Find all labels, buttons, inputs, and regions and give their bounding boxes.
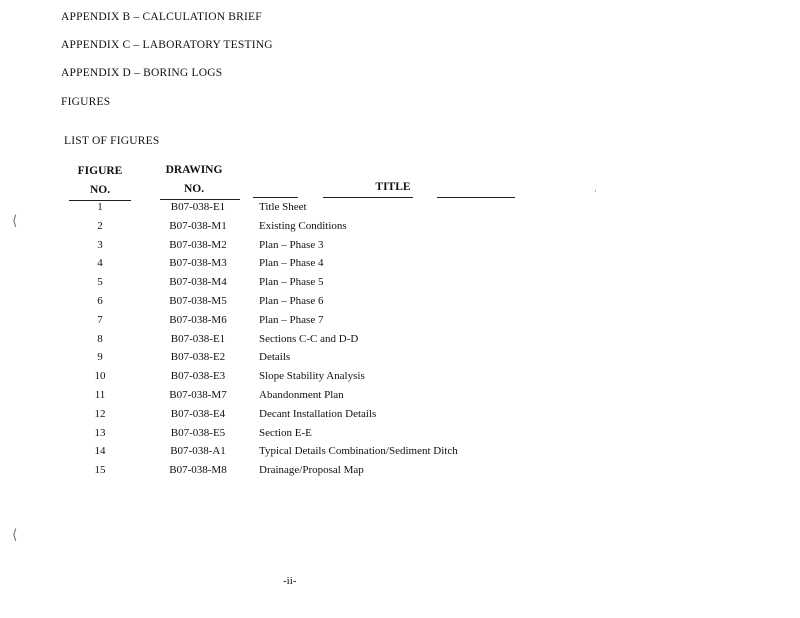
figure-number: 2: [97, 219, 103, 232]
figure-title: Slope Stability Analysis: [259, 370, 365, 383]
table-row: [0, 427, 800, 446]
figure-number: 13: [94, 426, 106, 439]
figure-number: 9: [97, 351, 103, 364]
figure-title: Typical Details Combination/Sediment Ditch: [259, 445, 458, 458]
table-row: [0, 445, 800, 464]
figure-number: 10: [94, 370, 106, 383]
figure-title: Title Sheet: [259, 201, 307, 213]
figure-title: Plan – Phase 7: [259, 313, 324, 326]
figures-table: [0, 201, 800, 483]
table-row: [0, 333, 800, 352]
drawing-number: B07-038-E2: [170, 351, 226, 364]
page-number: -ii-: [283, 575, 297, 587]
header-underline-title-right: [437, 197, 515, 198]
figure-title: Plan – Phase 4: [259, 257, 324, 270]
header-drawing-no-label: NO.: [183, 183, 205, 195]
figure-number: 1: [97, 201, 103, 213]
drawing-number: B07-038-M7: [169, 388, 227, 401]
figure-title: Sections C-C and D-D: [259, 332, 359, 345]
figure-number: 15: [94, 464, 106, 477]
figure-title: Decant Installation Details: [259, 407, 377, 420]
figure-title: Section E-E: [259, 426, 312, 439]
header-figure-label: FIGURE: [77, 165, 123, 177]
header-drawing-label: DRAWING: [165, 164, 223, 176]
figure-title: Plan – Phase 6: [259, 294, 324, 307]
table-row: [0, 408, 800, 427]
figure-title: Plan – Phase 3: [259, 238, 324, 251]
table-row: [0, 295, 800, 314]
drawing-number: B07-038-E1: [170, 201, 226, 213]
appendix-c-entry: APPENDIX C – LABORATORY TESTING: [61, 39, 273, 51]
list-of-figures-title: LIST OF FIGURES: [64, 135, 160, 147]
drawing-number: B07-038-E5: [170, 426, 226, 439]
appendix-d-entry: APPENDIX D – BORING LOGS: [61, 67, 223, 79]
figure-title: Abandonment Plan: [259, 388, 344, 401]
figure-number: 3: [97, 238, 103, 251]
appendix-b-entry: APPENDIX B – CALCULATION BRIEF: [61, 11, 262, 23]
figure-number: 4: [97, 257, 103, 270]
figure-title: Details: [259, 351, 291, 364]
table-row: [0, 389, 800, 408]
figure-number: 14: [94, 445, 106, 458]
scan-speck: ·: [594, 186, 597, 196]
table-row: [0, 220, 800, 239]
table-row: [0, 464, 800, 483]
figure-title: Drainage/Proposal Map: [259, 464, 364, 477]
figure-number: 7: [97, 313, 103, 326]
drawing-number: B07-038-E4: [170, 407, 226, 420]
drawing-number: B07-038-E1: [170, 332, 226, 345]
drawing-number: B07-038-M5: [169, 294, 227, 307]
table-row: [0, 351, 800, 370]
table-row: [0, 257, 800, 276]
drawing-number: B07-038-M4: [169, 276, 227, 289]
drawing-number: B07-038-E3: [170, 370, 226, 383]
drawing-number: B07-038-M8: [169, 464, 227, 477]
table-row: [0, 276, 800, 295]
table-row: [0, 370, 800, 389]
table-row: [0, 201, 800, 220]
header-underline-title-center: [323, 197, 413, 198]
drawing-number: B07-038-M1: [169, 219, 227, 232]
figure-number: 12: [94, 407, 106, 420]
drawing-number: B07-038-M6: [169, 313, 227, 326]
header-underline-title-left: [253, 197, 298, 198]
binding-hole-mark: ⟨: [12, 214, 18, 229]
table-row: [0, 314, 800, 333]
drawing-number: B07-038-A1: [170, 445, 226, 458]
binding-hole-mark: ⟨: [12, 528, 18, 543]
figure-number: 6: [97, 294, 103, 307]
header-title-label: TITLE: [375, 181, 411, 193]
drawing-number: B07-038-M3: [169, 257, 227, 270]
figures-heading: FIGURES: [61, 96, 111, 108]
figure-number: 11: [94, 388, 106, 401]
figure-number: 5: [97, 276, 103, 289]
drawing-number: B07-038-M2: [169, 238, 227, 251]
figure-title: Existing Conditions: [259, 219, 347, 232]
figure-title: Plan – Phase 5: [259, 276, 324, 289]
table-row: [0, 239, 800, 258]
header-underline-drawing: [160, 199, 240, 200]
header-figure-no-label: NO.: [89, 184, 111, 196]
figure-number: 8: [97, 332, 103, 345]
